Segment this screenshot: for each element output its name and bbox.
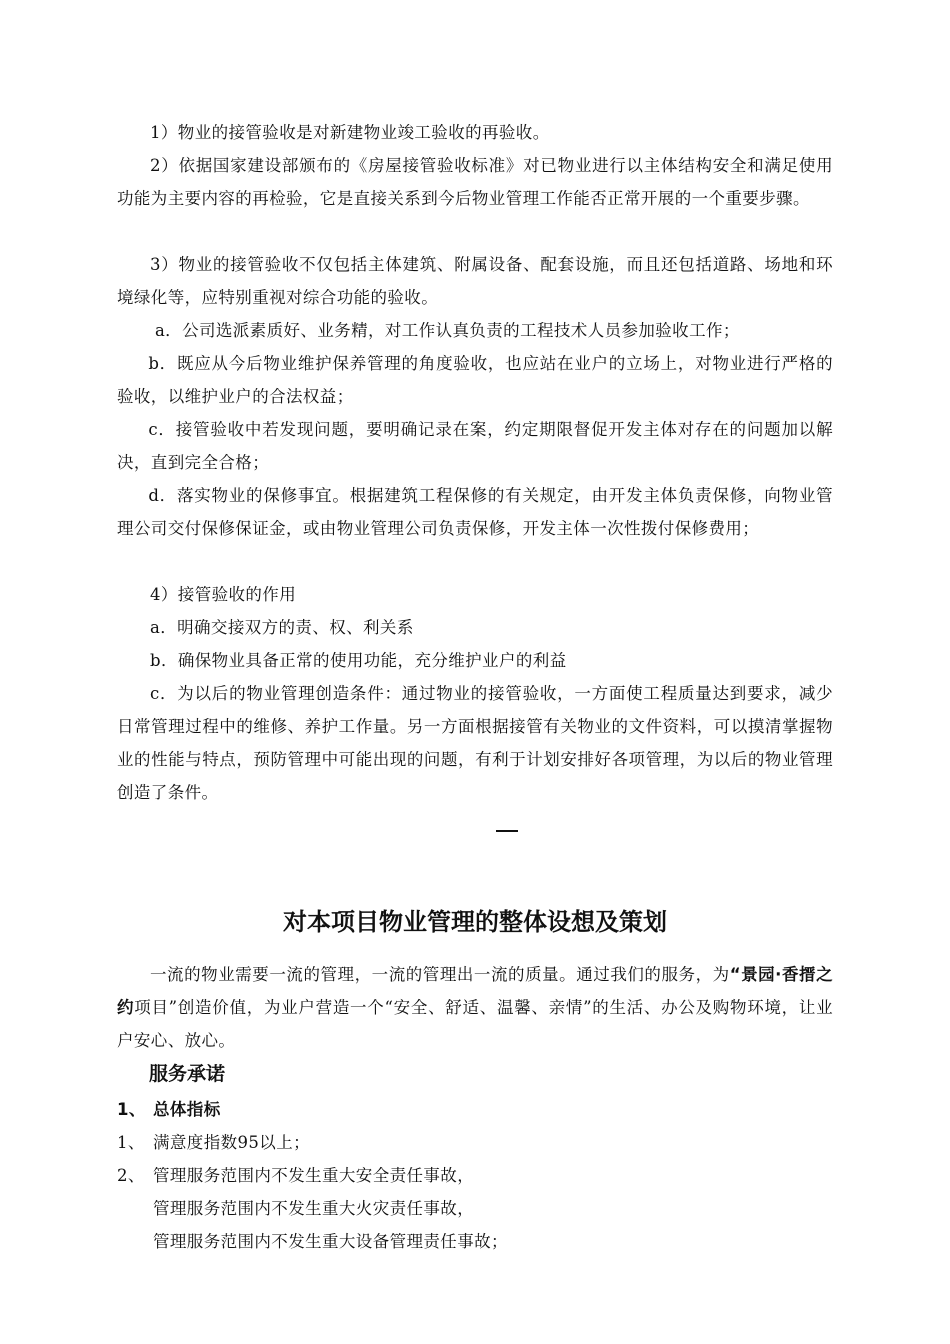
section-title: 对本项目物业管理的整体设想及策划 bbox=[283, 908, 667, 936]
project-name: “景园·香搢之约 bbox=[117, 965, 833, 1017]
paragraph-c: c．接管验收中若发现问题，要明确记录在案，约定期限督促开发主体对存在的问题加以解决，直到完全合格； bbox=[117, 420, 833, 472]
list-item bbox=[117, 1159, 474, 1192]
paragraph-4a: a．明确交接双方的责、权、利关系 bbox=[150, 618, 414, 637]
list-item-text: 管理服务范围内不发生重大设备管理责任事故； bbox=[153, 1232, 508, 1251]
list-item-number: 2、 bbox=[117, 1166, 145, 1185]
paragraph-1: 1）物业的接管验收是对新建物业竣工验收的再验收。 bbox=[150, 123, 550, 142]
paragraph-2: 2）依据国家建设部颁布的《房屋接管验收标准》对已物业进行以主体结构安全和满足使用功能为主要内容的再检验，它是直接关系到今后物业管理工作能否正常开展的一个重要步骤。 bbox=[117, 156, 833, 208]
list-item-text: 管理服务范围内不发生重大火灾责任事故， bbox=[153, 1199, 475, 1218]
paragraph-4: 4）接管验收的作用 bbox=[150, 585, 297, 604]
list-item bbox=[117, 1225, 508, 1258]
paragraph-d: d．落实物业的保修事宜。根据建筑工程保修的有关规定，由开发主体负责保修，向物业管理公司交付保修保证金，或由物业管理公司负责保修，开发主体一次性拨付保修费用； bbox=[117, 486, 833, 538]
list-item-text: 管理服务范围内不发生重大安全责任事故， bbox=[153, 1166, 475, 1185]
paragraph-4b: b．确保物业具备正常的使用功能，充分维护业户的利益 bbox=[150, 651, 567, 670]
intro-text-1: 一流的物业需要一流的管理，一流的管理出一流的质量。通过我们的服务，为 bbox=[150, 965, 730, 984]
list-item-text: 满意度指数95以上； bbox=[153, 1133, 310, 1152]
list-heading bbox=[117, 1093, 221, 1126]
section-intro bbox=[117, 958, 833, 1057]
intro-text-2: 项目”创造价值，为业户营造一个“安全、舒适、温馨、亲情”的生活、办公及购物环境，让业户安心、放心。 bbox=[117, 998, 834, 1050]
list-item bbox=[117, 1192, 474, 1225]
paragraph-b: b．既应从今后物业维护保养管理的角度验收，也应站在业户的立场上，对物业进行严格的验收，以维护业户的合法权益； bbox=[117, 354, 833, 406]
paragraph-a: a．公司选派素质好、业务精，对工作认真负责的工程技术人员参加验收工作； bbox=[154, 321, 740, 340]
list-heading-text: 总体指标 bbox=[153, 1100, 221, 1119]
paragraph-3: 3）物业的接管验收不仅包括主体建筑、附属设备、配套设施，而且还包括道路、场地和环境绿化等，应特别重视对综合功能的验收。 bbox=[117, 255, 833, 307]
section-divider bbox=[496, 830, 518, 832]
list-item-number: 1、 bbox=[117, 1133, 145, 1152]
list-heading-number: 1、 bbox=[117, 1100, 146, 1119]
paragraph-4c: c．为以后的物业管理创造条件：通过物业的接管验收，一方面使工程质量达到要求，减少日常管理过程中的维修、养护工作量。另一方面根据接管有关物业的文件资料，可以摸清掌握物业的性能与特点，预防管理中可能出现的问题，有利于计划安排好各项管理，为以后的物业管理创造了条件。 bbox=[117, 684, 833, 802]
list-item bbox=[117, 1126, 310, 1159]
service-heading: 服务承诺 bbox=[149, 1063, 226, 1085]
